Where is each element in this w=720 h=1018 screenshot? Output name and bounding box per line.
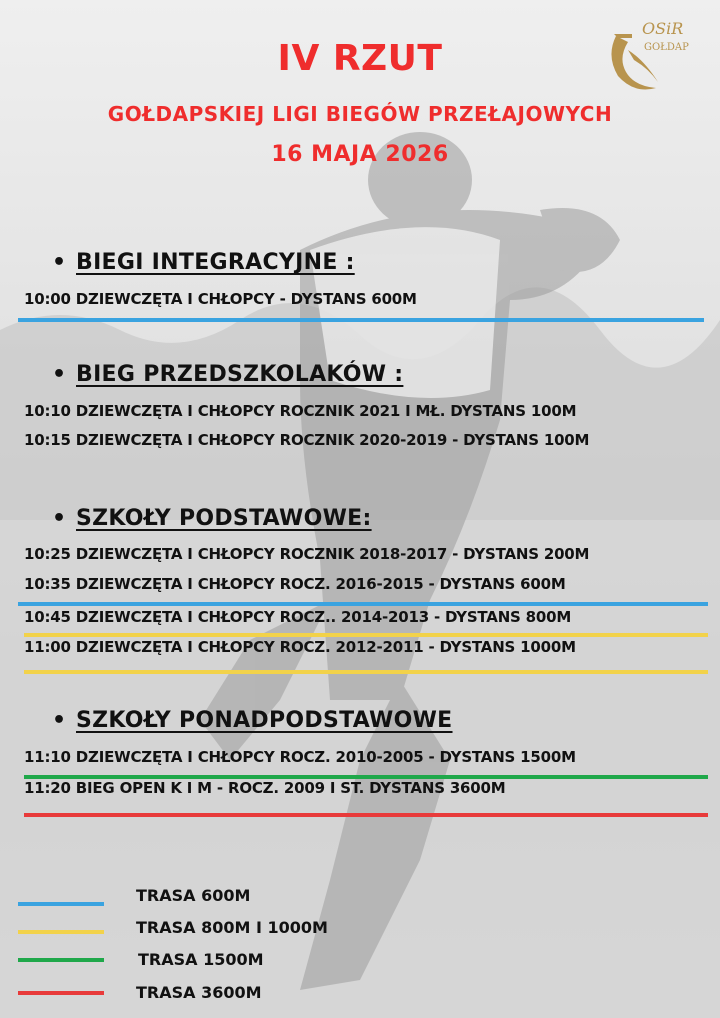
schedule-row: 10:35 DZIEWCZĘTA I CHŁOPCY ROCZ. 2016-2015 - DYSTANS 600M xyxy=(24,575,566,593)
legend-swatch-800-1000 xyxy=(18,930,104,934)
route-line-800 xyxy=(24,633,708,637)
route-line-600 xyxy=(18,318,704,322)
section-heading-podstawowe: • SZKOŁY PODSTAWOWE: xyxy=(52,506,372,531)
legend-label-600: TRASA 600M xyxy=(136,886,251,905)
bullet-icon: • xyxy=(52,708,67,733)
page-subtitle: GOŁDAPSKIEJ LIGI BIEGÓW PRZEŁAJOWYCH xyxy=(107,102,613,126)
svg-text:OSiR: OSiR xyxy=(642,19,684,38)
schedule-row: 11:10 DZIEWCZĘTA I CHŁOPCY ROCZ. 2010-2005 - DYSTANS 1500M xyxy=(24,748,576,766)
route-line-600 xyxy=(18,602,708,606)
section-heading-integracyjne: • BIEGI INTEGRACYJNE : xyxy=(52,250,355,275)
bullet-icon: • xyxy=(52,250,67,275)
schedule-row: 11:00 DZIEWCZĘTA I CHŁOPCY ROCZ. 2012-2011 - DYSTANS 1000M xyxy=(24,638,576,656)
legend-swatch-1500 xyxy=(18,958,104,962)
section-heading-ponadpodstawowe: • SZKOŁY PONADPODSTAWOWE xyxy=(52,708,453,733)
schedule-row: 10:00 DZIEWCZĘTA I CHŁOPCY - DYSTANS 600M xyxy=(24,290,417,308)
route-line-1000 xyxy=(24,670,708,674)
legend-label-3600: TRASA 3600M xyxy=(136,983,262,1002)
schedule-row: 11:20 BIEG OPEN K I M - ROCZ. 2009 I ST. DYSTANS 3600M xyxy=(24,779,506,797)
page-title: IV RZUT xyxy=(277,38,443,79)
legend-swatch-600 xyxy=(18,902,104,906)
event-date: 16 MAJA 2026 xyxy=(271,142,449,167)
bullet-icon: • xyxy=(52,362,67,387)
legend-label-800-1000: TRASA 800M I 1000M xyxy=(136,918,328,937)
legend-swatch-3600 xyxy=(18,991,104,995)
schedule-row: 10:45 DZIEWCZĘTA I CHŁOPCY ROCZ.. 2014-2013 - DYSTANS 800M xyxy=(24,608,572,626)
schedule-row: 10:10 DZIEWCZĘTA I CHŁOPCY ROCZNIK 2021 I MŁ. DYSTANS 100M xyxy=(24,402,577,420)
section-heading-przedszkolakow: • BIEG PRZEDSZKOLAKÓW : xyxy=(52,362,404,387)
legend-label-1500: TRASA 1500M xyxy=(138,950,264,969)
svg-text:GOŁDAP: GOŁDAP xyxy=(644,42,689,53)
bullet-icon: • xyxy=(52,506,67,531)
schedule-row: 10:25 DZIEWCZĘTA I CHŁOPCY ROCZNIK 2018-2017 - DYSTANS 200M xyxy=(24,545,590,563)
schedule-row: 10:15 DZIEWCZĘTA I CHŁOPCY ROCZNIK 2020-2019 - DYSTANS 100M xyxy=(24,431,590,449)
route-line-3600 xyxy=(24,813,708,817)
